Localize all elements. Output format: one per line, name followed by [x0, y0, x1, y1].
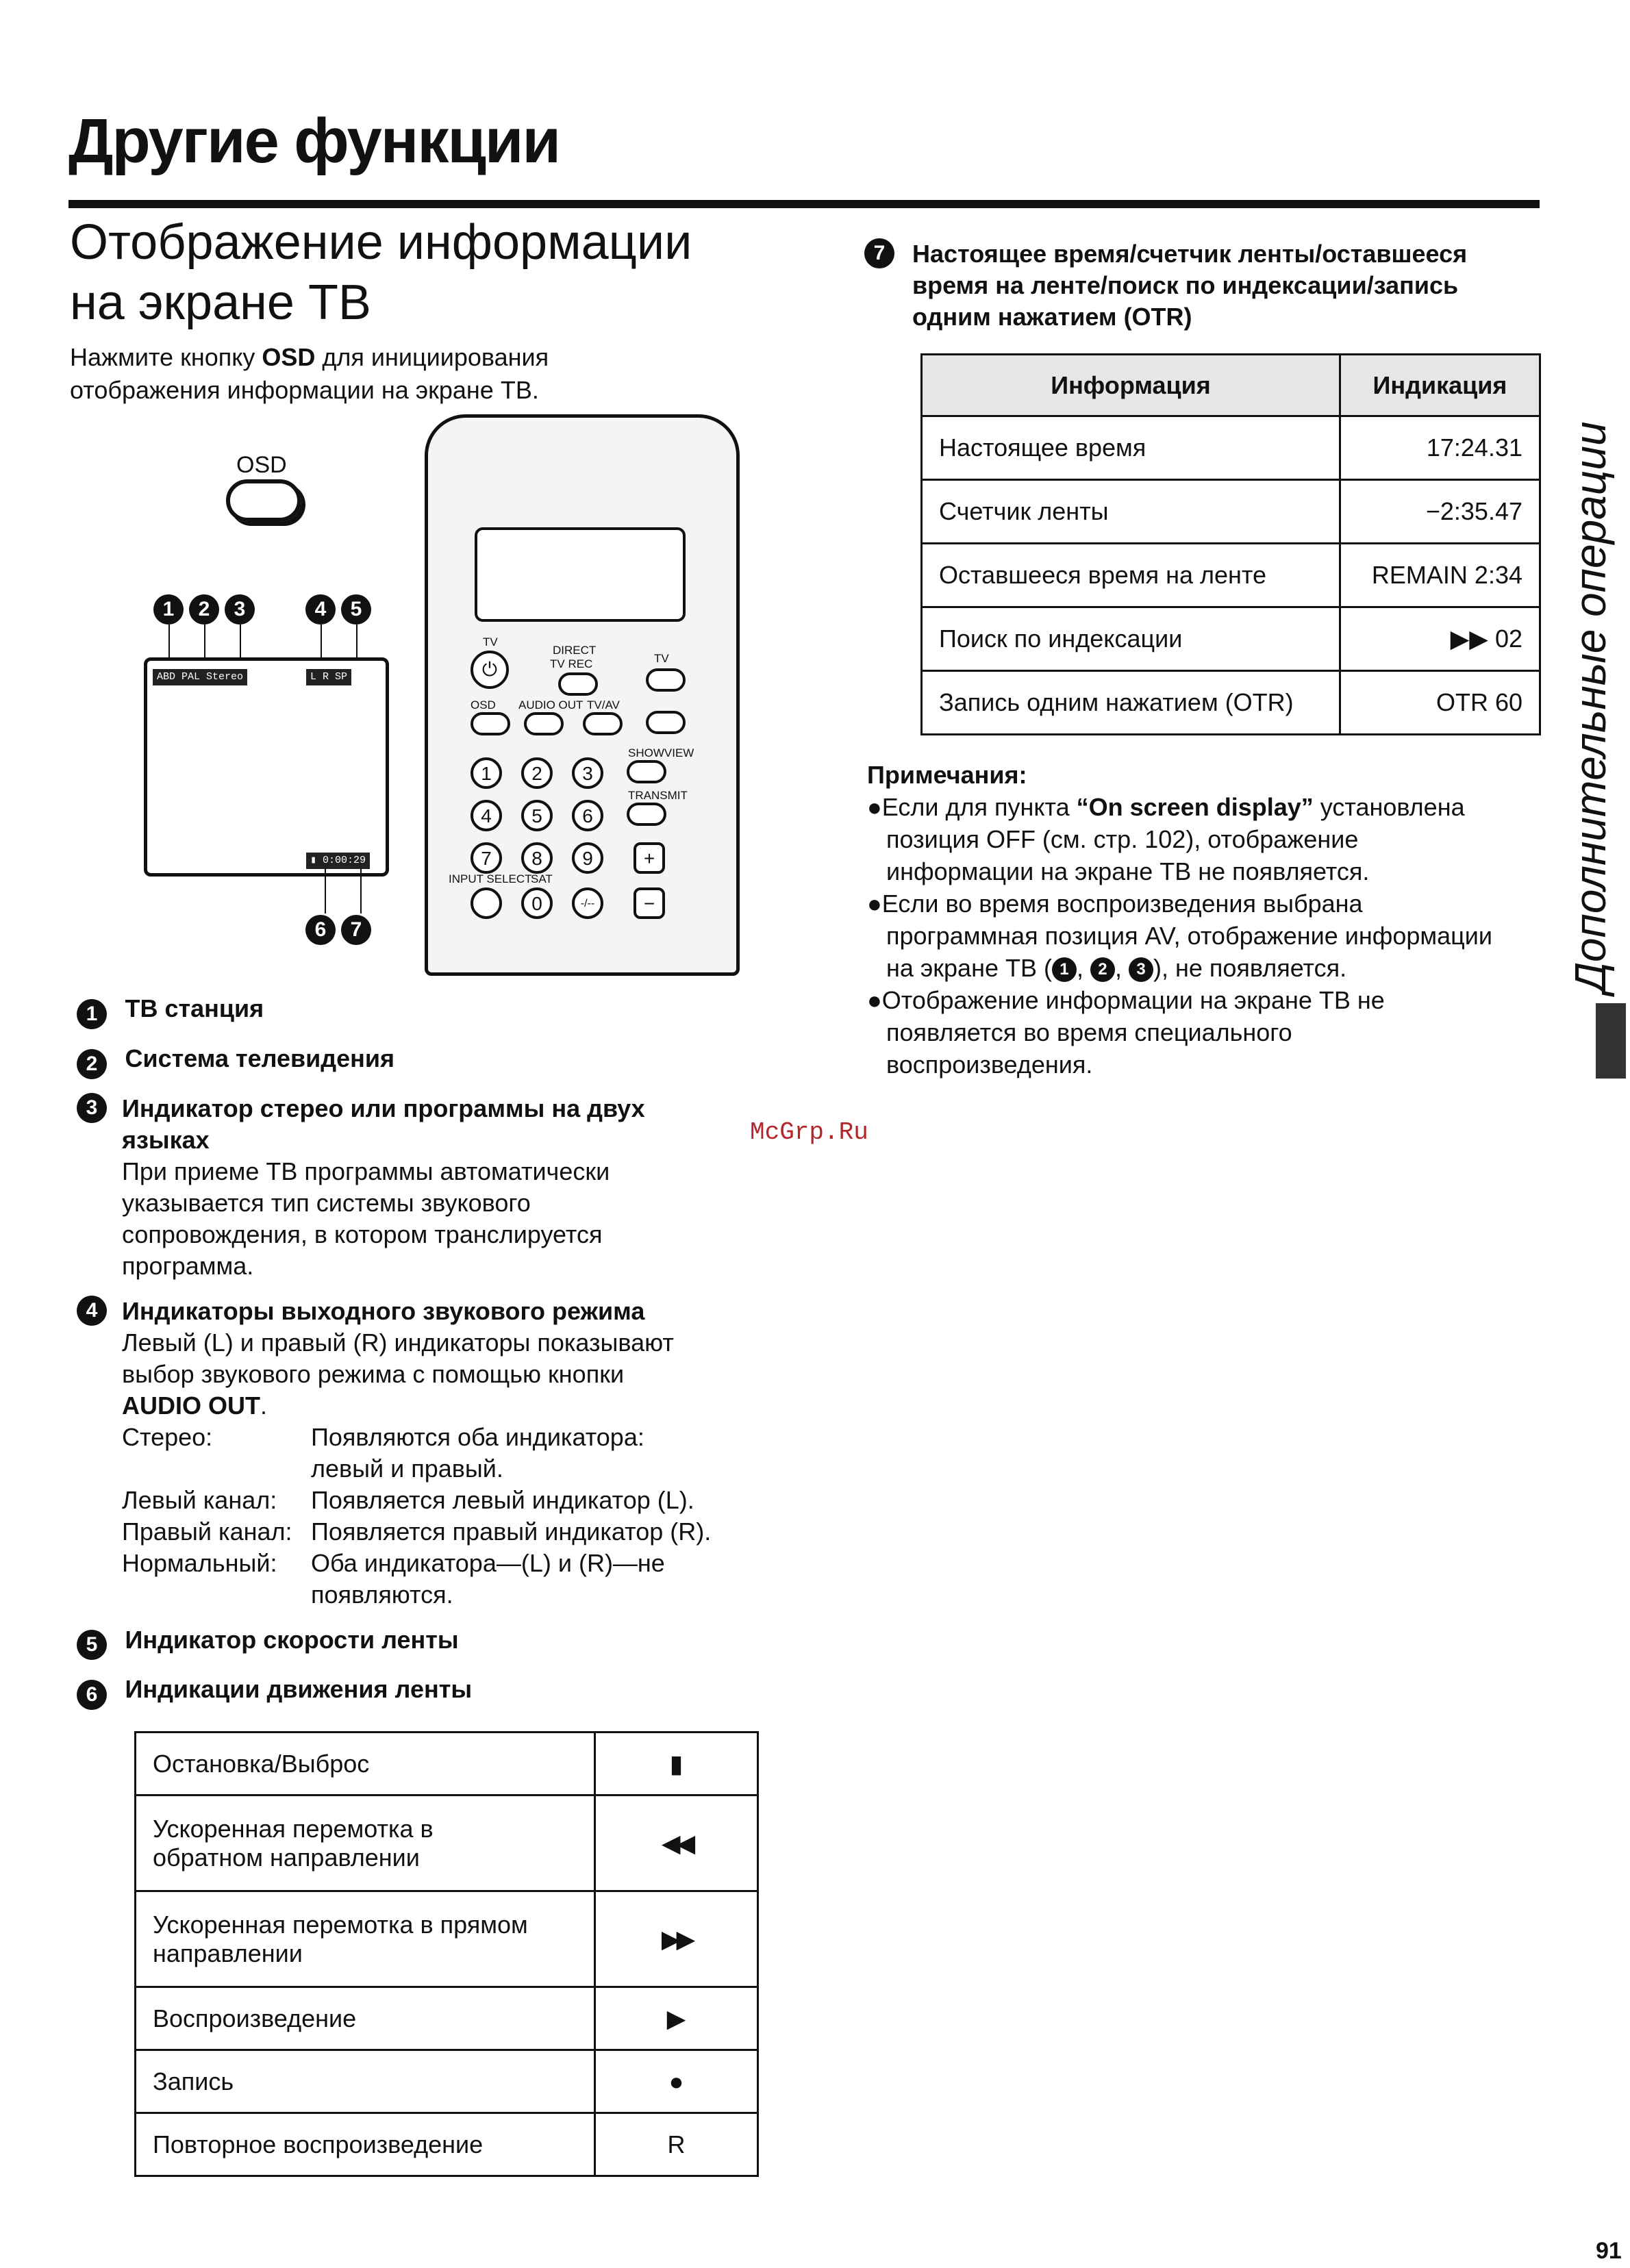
item-number: 6 [77, 1680, 107, 1710]
table-cell: −2:35.47 [1340, 480, 1540, 544]
item-heading: Настоящее время/счетчик ленты/оставшееся [912, 240, 1468, 268]
punct: . [260, 1391, 268, 1420]
watermark: McGrp.Ru [750, 1118, 868, 1146]
repeat-indicator: R [595, 2113, 758, 2176]
note-text: позиция OFF (см. стр. 102), отображение [886, 825, 1359, 853]
minus-icon: − [634, 887, 665, 919]
mode-label: Правый канал: [122, 1517, 292, 1546]
intro-pre: Нажмите кнопку [70, 343, 262, 371]
cell-text: Ускоренная перемотка в [153, 1814, 434, 1843]
table-row [136, 1891, 758, 1987]
table-cell: Настоящее время [922, 416, 1340, 480]
section-title [70, 212, 692, 333]
stop-icon: ▮ [595, 1732, 758, 1796]
note-text: информации на экране ТВ не появляется. [886, 857, 1370, 885]
osd-strip-top-left: ABD PAL Stereo [153, 669, 247, 685]
callout-4: 4 [305, 594, 336, 625]
item-3 [77, 1093, 762, 1282]
inline-number: 1 [1052, 957, 1077, 982]
osd-strip-bottom: ▮ 0:00:29 [306, 853, 370, 869]
note-text: Если во время воспроизведения выбрана [881, 890, 1363, 918]
callout-6: 6 [305, 915, 336, 945]
item-number: 2 [77, 1049, 107, 1079]
side-tab-marker [1596, 1003, 1626, 1079]
mode-label: Нормальный: [122, 1548, 277, 1577]
remote-label-audio-out: AUDIO OUT [518, 698, 584, 711]
play-icon: ▶ [595, 1987, 758, 2050]
note-text: Отображение информации на экране ТВ не [881, 986, 1385, 1014]
remote-label-tv-ch: TV [654, 652, 669, 665]
osd-strip-top-right: L R SP [306, 669, 351, 685]
table-row [136, 2050, 758, 2113]
audio-out-label: AUDIO OUT [122, 1391, 260, 1420]
callout-line [325, 868, 326, 914]
remote-label-tv-av: TV/AV [587, 698, 620, 711]
table-row [136, 1796, 758, 1891]
item-body-line: Левый (L) и правый (R) индикаторы показывают [122, 1328, 674, 1357]
remote-display [475, 527, 686, 622]
mode-desc: появляются. [311, 1580, 453, 1609]
inline-number: 3 [1129, 957, 1153, 982]
item-number: 3 [77, 1093, 107, 1123]
remote-showview-button [627, 760, 666, 783]
remote-key-4: 4 [471, 800, 502, 831]
section-title-line2: на экране ТВ [70, 275, 371, 330]
callout-2: 2 [189, 594, 219, 625]
item-body-line: выбор звукового режима с помощью кнопки [122, 1359, 625, 1388]
fast-forward-icon: ▶▶ [595, 1891, 758, 1987]
table-row [136, 1987, 758, 2050]
item-heading: Индикатор стерео или программы на двух языках [122, 1094, 645, 1154]
cell-text: направлении [153, 1939, 303, 1967]
table-row [922, 607, 1540, 671]
items-list [77, 993, 762, 1710]
rewind-icon: ◀◀ [595, 1796, 758, 1891]
notes [867, 759, 1545, 1081]
item-heading: Индикатор скорости ленты [125, 1625, 459, 1654]
item-heading: Индикаторы выходного звукового режима [122, 1296, 645, 1325]
table-row [136, 1732, 758, 1796]
power-icon: ⏻ [471, 651, 509, 689]
item-heading: Система телевидения [125, 1044, 395, 1072]
item-6 [77, 1674, 762, 1710]
note-3: ●Отображение информации на экране ТВ не появляется во время специального воспроизведения. [867, 984, 1545, 1081]
table-cell: ▶▶ 02 [1340, 607, 1540, 671]
item-heading: ТВ станция [125, 994, 264, 1022]
item-body-line: программа. [122, 1251, 254, 1280]
remote-key-7: 7 [471, 842, 502, 874]
callouts-top [153, 594, 255, 625]
osd-label: OSD [236, 452, 287, 478]
table-cell: Оставшееся время на ленте [922, 544, 1340, 607]
notes-title: Примечания: [867, 761, 1027, 789]
item-body-line [122, 1390, 738, 1422]
table-row [922, 671, 1540, 735]
tv-screen-illustration [144, 657, 389, 877]
table-cell: Поиск по индексации [922, 607, 1340, 671]
note-text: установлена [1313, 793, 1465, 821]
remote-key-6: 6 [572, 800, 603, 831]
item-number: 5 [77, 1630, 107, 1660]
callout-1: 1 [153, 594, 184, 625]
table-cell [136, 2050, 595, 2113]
item-heading: время на ленте/поиск по индексации/запись [912, 271, 1459, 299]
table-row [922, 480, 1540, 544]
table-header: Индикация [1340, 355, 1540, 416]
callouts-bottom [305, 915, 371, 945]
item-7 [864, 238, 1535, 333]
table-cell: Запись одним нажатием (OTR) [922, 671, 1340, 735]
remote-key-2: 2 [521, 757, 553, 789]
table-cell: OTR 60 [1340, 671, 1540, 735]
note-1: ●Если для пункта “On screen display” установлена позиция OFF (см. стр. 102), отображение информации на экране ТВ не появляется. [867, 791, 1545, 887]
cell-text: Ускоренная перемотка в прямом [153, 1910, 528, 1939]
table-cell [136, 1732, 595, 1796]
table-cell [136, 1891, 595, 1987]
table-cell: REMAIN 2:34 [1340, 544, 1540, 607]
record-button-illustration [558, 672, 598, 696]
remote-key-0: 0 [521, 887, 553, 919]
inline-number: 2 [1090, 957, 1115, 982]
note-text: Если для пункта [881, 793, 1077, 821]
callout-5: 5 [341, 594, 371, 625]
item-number: 4 [77, 1296, 107, 1326]
item-number: 1 [77, 999, 107, 1029]
remote-skip-button: -/-- [572, 887, 603, 919]
remote-key-3: 3 [572, 757, 603, 789]
mode-desc: левый и правый. [311, 1454, 503, 1483]
osd-button-illustration [226, 479, 301, 522]
cell-text: Воспроизведение [153, 2004, 357, 2032]
remote-label-transmit: TRANSMIT [628, 789, 688, 802]
remote-key-8: 8 [521, 842, 553, 874]
remote-audio-out-button [524, 712, 564, 735]
remote-label-input-select: INPUT SELECT [449, 872, 532, 885]
remote-label-tv: TV [483, 635, 498, 648]
remote-control-illustration [425, 414, 740, 976]
cell-text: Запись [153, 2067, 234, 2095]
mode-label: Стерео: [122, 1422, 213, 1451]
table-cell [136, 2113, 595, 2176]
remote-label-showview: SHOWVIEW [628, 746, 694, 759]
record-icon: ● [595, 2050, 758, 2113]
remote-tv-av-button [583, 712, 623, 735]
table-row [922, 544, 1540, 607]
remote-label-direct: DIRECT [553, 644, 597, 657]
remote-label-sat: SAT [531, 872, 553, 885]
item-heading: одним нажатием (OTR) [912, 303, 1192, 331]
info-table [920, 353, 1541, 735]
note-text: ), не появляется. [1153, 954, 1347, 982]
note-2: ●Если во время воспроизведения выбрана программная позиция AV, отображение информации на экране ТВ ( 1 , 2 , 3 ), не появляется. [867, 887, 1545, 984]
note-text: воспроизведения. [886, 1050, 1093, 1079]
table-cell: Счетчик ленты [922, 480, 1340, 544]
mode-desc: Появляется правый индикатор (R). [311, 1517, 712, 1546]
cell-text: Повторное воспроизведение [153, 2130, 484, 2158]
side-section-label: Дополнительные операции [1566, 421, 1615, 993]
remote-label-tvrec: TV REC [550, 657, 593, 670]
remote-osd-button [471, 712, 510, 735]
table-header-row [922, 355, 1540, 416]
title-rule [68, 200, 1540, 208]
mode-desc: Оба индикатора—(L) и (R)—не [311, 1548, 665, 1577]
table-cell: 17:24.31 [1340, 416, 1540, 480]
cell-text: обратном направлении [153, 1843, 420, 1872]
remote-input-select-button [471, 887, 502, 919]
table-row [136, 2113, 758, 2176]
chevron-down-icon [646, 711, 686, 734]
intro-text [70, 341, 686, 407]
table-cell [136, 1796, 595, 1891]
item-number: 7 [864, 238, 894, 268]
page-title: Другие функции [68, 106, 560, 176]
table-cell [136, 1987, 595, 2050]
remote-key-9: 9 [572, 842, 603, 874]
remote-label-osd: OSD [471, 698, 496, 711]
mode-desc: Появляется левый индикатор (L). [311, 1485, 694, 1514]
item-1 [77, 993, 762, 1029]
tape-motion-table [134, 1731, 759, 2177]
note-text: появляется во время специального [886, 1018, 1292, 1046]
intro-osd: OSD [262, 343, 316, 371]
item-body-line: указывается тип системы звукового [122, 1188, 531, 1217]
item-5 [77, 1624, 762, 1661]
note-text: на экране ТВ ( [886, 954, 1052, 982]
intro-post: для инициирования отображения информации на экране ТВ. [70, 343, 549, 404]
plus-icon: + [634, 842, 665, 874]
cell-text: Остановка/Выброс [153, 1749, 370, 1778]
section-title-line1: Отображение информации [70, 215, 692, 270]
mode-desc: Появляются оба индикатора: [311, 1422, 644, 1451]
item-heading: Индикации движения ленты [125, 1675, 473, 1704]
table-row [922, 416, 1540, 480]
remote-key-1: 1 [471, 757, 502, 789]
item-body-line: При приеме ТВ программы автоматически [122, 1157, 610, 1185]
page-number: 91 [1596, 2238, 1622, 2264]
item-4 [77, 1296, 762, 1611]
audio-modes [122, 1422, 738, 1611]
chevron-up-icon [646, 668, 686, 692]
remote-transmit-button [627, 803, 666, 826]
item-2 [77, 1043, 762, 1079]
item-body-line: сопровождения, в котором транслируется [122, 1220, 603, 1248]
callout-line [360, 868, 362, 914]
callouts-top-right [305, 594, 371, 625]
note-text: программная позиция AV, отображение информации [886, 922, 1492, 950]
callout-7: 7 [341, 915, 371, 945]
table-header: Информация [922, 355, 1340, 416]
mode-label: Левый канал: [122, 1485, 277, 1514]
remote-key-5: 5 [521, 800, 553, 831]
note-bold: “On screen display” [1076, 793, 1314, 821]
callout-3: 3 [225, 594, 255, 625]
